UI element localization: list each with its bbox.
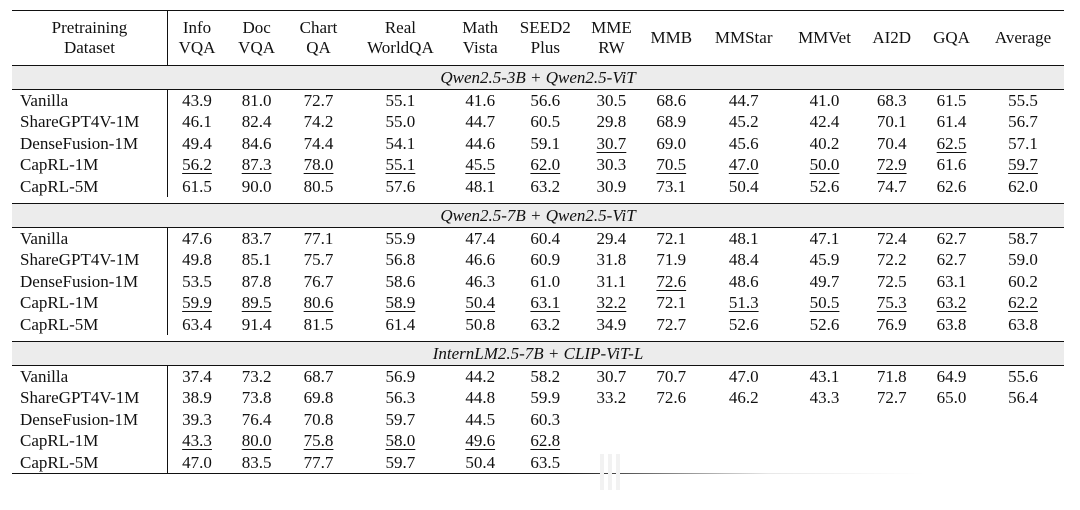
score-cell: 53.5 — [182, 271, 212, 291]
score-cell: 34.9 — [596, 314, 627, 334]
score-cell: 83.5 — [226, 452, 287, 474]
header-text: Average — [994, 28, 1052, 47]
score-cell: 72.9 — [876, 155, 907, 175]
score-cell: 72.6 — [656, 271, 687, 291]
header-ai2d — [862, 11, 921, 66]
score-cell: 49.6 — [465, 431, 496, 451]
score-cell: 47.6 — [167, 228, 226, 250]
header-dataset — [12, 11, 167, 66]
score-cell: 58.6 — [385, 271, 416, 291]
score-cell: 75.3 — [876, 293, 907, 313]
score-cell: 46.1 — [182, 112, 212, 132]
score-cell: 63.1 — [530, 293, 561, 313]
score-cell: 74.7 — [876, 176, 907, 196]
score-cell: 47.0 — [701, 366, 787, 388]
score-cell: 63.2 — [936, 293, 967, 313]
score-cell: 56.6 — [510, 90, 581, 112]
score-cell: 63.4 — [182, 314, 212, 334]
score-cell: 52.6 — [809, 314, 840, 334]
score-cell: 56.7 — [1008, 112, 1038, 132]
score-cell: 58.7 — [982, 228, 1064, 250]
row-dataset-name: CapRL-1M — [12, 292, 167, 313]
score-cell: 59.7 — [385, 409, 416, 429]
score-cell: 30.7 — [581, 366, 642, 388]
score-cell: 50.0 — [809, 155, 840, 175]
header-text: MME — [591, 18, 632, 37]
score-cell: 60.2 — [1008, 271, 1038, 291]
score-cell: 70.8 — [303, 409, 334, 429]
row-dataset-name: DenseFusion-1M — [12, 133, 167, 154]
score-cell: 62.7 — [936, 250, 967, 270]
score-cell: 47.0 — [728, 155, 759, 175]
watermark-logo — [600, 445, 620, 499]
score-cell: 44.2 — [451, 366, 510, 388]
header-realworldqa — [350, 11, 451, 66]
score-cell: 80.5 — [303, 176, 334, 196]
score-cell: 46.3 — [465, 271, 496, 291]
score-cell: 75.8 — [303, 431, 334, 451]
row-dataset-name: Vanilla — [12, 366, 167, 388]
score-cell: 70.1 — [876, 112, 907, 132]
row-dataset-name: Vanilla — [12, 228, 167, 250]
score-cell: 59.9 — [182, 293, 212, 313]
header-mmstar — [701, 11, 787, 66]
score-cell: 70.4 — [876, 133, 907, 153]
score-cell: 63.8 — [1008, 314, 1038, 334]
score-cell: 90.0 — [241, 176, 272, 196]
row-dataset-name: ShareGPT4V-1M — [12, 249, 167, 270]
score-cell: 43.3 — [182, 431, 212, 451]
score-cell: 48.1 — [465, 176, 496, 196]
score-cell: 60.4 — [510, 228, 581, 250]
score-cell: 58.2 — [510, 366, 581, 388]
score-cell: 29.8 — [596, 112, 627, 132]
score-cell: 48.6 — [728, 271, 759, 291]
score-cell: 78.0 — [303, 155, 334, 175]
score-cell: 42.4 — [809, 112, 840, 132]
score-cell: 72.1 — [642, 228, 701, 250]
score-cell: 52.6 — [809, 176, 840, 196]
row-dataset-name: ShareGPT4V-1M — [12, 387, 167, 408]
score-cell: 41.0 — [787, 90, 863, 112]
header-infovqa — [167, 11, 226, 66]
score-cell: 30.7 — [596, 133, 627, 153]
score-cell: 49.8 — [182, 250, 212, 270]
score-cell: 55.1 — [350, 90, 451, 112]
header-average — [982, 11, 1064, 66]
header-chartqa — [287, 11, 350, 66]
score-cell: 45.5 — [465, 155, 496, 175]
table-row — [12, 249, 1064, 270]
table-row — [12, 292, 1064, 313]
row-dataset-name: ShareGPT4V-1M — [12, 111, 167, 132]
score-cell: 38.9 — [182, 388, 212, 408]
score-cell: 63.8 — [936, 314, 967, 334]
header-text: Doc — [242, 18, 271, 37]
score-cell: 89.5 — [241, 293, 272, 313]
header-docvqa — [226, 11, 287, 66]
row-dataset-name: CapRL-5M — [12, 176, 167, 197]
header-text: GQA — [933, 28, 970, 47]
score-cell: 68.6 — [642, 90, 701, 112]
score-cell: 55.5 — [982, 90, 1064, 112]
score-cell: 60.9 — [530, 250, 561, 270]
table-row — [12, 387, 1064, 408]
score-cell: 43.1 — [787, 366, 863, 388]
results-table — [12, 10, 1064, 474]
header-text: MMVet — [798, 28, 851, 47]
header-text: VQA — [178, 38, 216, 57]
score-cell: 81.5 — [303, 314, 334, 334]
score-cell: 44.7 — [701, 90, 787, 112]
header-mmvet — [787, 11, 863, 66]
row-dataset-name: DenseFusion-1M — [12, 271, 167, 292]
score-cell: 45.9 — [809, 250, 840, 270]
header-text: Math — [462, 18, 499, 37]
header-text: MMB — [650, 28, 693, 47]
score-cell: 59.9 — [530, 388, 561, 408]
score-cell: 30.9 — [596, 176, 627, 196]
score-cell: 44.8 — [465, 388, 496, 408]
score-cell: 63.1 — [936, 271, 967, 291]
score-cell: 44.5 — [465, 409, 496, 429]
row-dataset-name: CapRL-1M — [12, 430, 167, 451]
header-text: Real — [384, 18, 416, 37]
score-cell: 68.3 — [862, 90, 921, 112]
score-cell: 56.4 — [1008, 388, 1038, 408]
table-row — [12, 154, 1064, 175]
table-row — [12, 111, 1064, 132]
score-cell: 91.4 — [241, 314, 272, 334]
header-text: AI2D — [872, 28, 912, 47]
score-cell: 50.4 — [451, 452, 510, 474]
score-cell: 59.7 — [1008, 155, 1038, 175]
score-cell: 63.2 — [530, 314, 561, 334]
section-title: Qwen2.5-3B + Qwen2.5-ViT — [12, 66, 1064, 90]
header-dataset-line2: Dataset — [63, 38, 115, 57]
score-cell: 56.8 — [385, 250, 416, 270]
score-cell: 43.9 — [167, 90, 226, 112]
score-cell: 58.9 — [385, 293, 416, 313]
score-cell: 72.6 — [656, 388, 687, 408]
header-seed2plus — [510, 11, 581, 66]
score-cell: 62.2 — [1008, 293, 1038, 313]
score-cell: 55.9 — [350, 228, 451, 250]
score-cell: 61.0 — [530, 271, 561, 291]
table-row — [12, 366, 1064, 388]
score-cell: 72.2 — [876, 250, 907, 270]
score-cell: 70.7 — [642, 366, 701, 388]
score-cell: 54.1 — [385, 133, 416, 153]
row-dataset-name: CapRL-5M — [12, 452, 167, 474]
score-cell: 76.9 — [876, 314, 907, 334]
score-cell: 62.0 — [1008, 176, 1038, 196]
score-cell: 43.3 — [809, 388, 840, 408]
score-cell: 62.6 — [936, 176, 967, 196]
score-cell: 59.1 — [530, 133, 561, 153]
score-cell: 80.0 — [241, 431, 272, 451]
table-row — [12, 133, 1064, 154]
score-cell: 72.4 — [862, 228, 921, 250]
score-cell: 55.1 — [385, 155, 416, 175]
table-row — [12, 228, 1064, 250]
header-row — [12, 11, 1064, 66]
row-dataset-name: DenseFusion-1M — [12, 409, 167, 430]
table-body — [12, 66, 1064, 474]
score-cell: 73.1 — [656, 176, 687, 196]
score-cell: 72.1 — [656, 293, 687, 313]
score-cell: 72.5 — [876, 271, 907, 291]
section-header-row — [12, 66, 1064, 90]
score-cell: 85.1 — [241, 250, 272, 270]
score-cell: 62.0 — [530, 155, 561, 175]
table-row — [12, 90, 1064, 112]
score-cell: 30.5 — [581, 90, 642, 112]
score-cell: 73.2 — [226, 366, 287, 388]
score-cell: 70.5 — [656, 155, 687, 175]
section-title: Qwen2.5-7B + Qwen2.5-ViT — [12, 204, 1064, 228]
score-cell: 50.8 — [465, 314, 496, 334]
score-cell: 76.4 — [241, 409, 272, 429]
score-cell: 57.6 — [385, 176, 416, 196]
score-cell: 46.6 — [465, 250, 496, 270]
score-cell: 63.2 — [530, 176, 561, 196]
score-cell: 48.1 — [701, 228, 787, 250]
score-cell: 50.5 — [809, 293, 840, 313]
score-cell: 81.0 — [226, 90, 287, 112]
score-cell: 44.7 — [465, 112, 496, 132]
watermark-fade — [560, 425, 1080, 510]
score-cell: 62.5 — [936, 133, 967, 153]
score-cell: 56.9 — [350, 366, 451, 388]
score-cell: 32.2 — [596, 293, 627, 313]
score-cell: 56.3 — [385, 388, 416, 408]
score-cell: 82.4 — [241, 112, 272, 132]
score-cell: 49.4 — [182, 133, 212, 153]
header-text: WorldQA — [367, 38, 434, 57]
score-cell: 84.6 — [241, 133, 272, 153]
score-cell: 87.8 — [241, 271, 272, 291]
header-text: RW — [598, 38, 625, 57]
row-dataset-name: CapRL-1M — [12, 154, 167, 175]
score-cell: 46.2 — [728, 388, 759, 408]
score-cell: 48.4 — [728, 250, 759, 270]
score-cell: 77.1 — [287, 228, 350, 250]
header-text: Plus — [530, 38, 560, 57]
score-cell: 56.2 — [182, 155, 212, 175]
header-text: VQA — [238, 38, 276, 57]
score-cell: 65.0 — [936, 388, 967, 408]
score-cell: 61.5 — [921, 90, 982, 112]
score-cell: 44.6 — [465, 133, 496, 153]
score-cell: 47.4 — [451, 228, 510, 250]
header-text: Chart — [299, 18, 338, 37]
section-header-row — [12, 342, 1064, 366]
header-text: SEED2 — [519, 18, 571, 37]
table-row — [12, 271, 1064, 292]
score-cell: 29.4 — [581, 228, 642, 250]
score-cell: 72.7 — [287, 90, 350, 112]
score-cell: 72.7 — [876, 388, 907, 408]
score-cell: 61.4 — [936, 112, 967, 132]
score-cell: 60.5 — [530, 112, 561, 132]
score-cell: 50.4 — [728, 176, 759, 196]
header-mmerw — [581, 11, 642, 66]
score-cell: 45.2 — [728, 112, 759, 132]
score-cell: 61.5 — [182, 176, 212, 196]
score-cell: 58.0 — [385, 431, 416, 451]
table-row — [12, 176, 1064, 197]
score-cell: 51.3 — [728, 293, 759, 313]
score-cell: 63.5 — [510, 452, 581, 474]
score-cell: 57.1 — [1008, 133, 1038, 153]
score-cell: 50.4 — [465, 293, 496, 313]
score-cell: 64.9 — [921, 366, 982, 388]
score-cell: 31.8 — [596, 250, 627, 270]
score-cell: 74.4 — [303, 133, 334, 153]
score-cell: 55.6 — [982, 366, 1064, 388]
score-cell: 33.2 — [596, 388, 627, 408]
score-cell: 31.1 — [596, 271, 627, 291]
section-header-row — [12, 204, 1064, 228]
score-cell: 60.3 — [530, 409, 561, 429]
score-cell: 72.7 — [656, 314, 687, 334]
score-cell: 87.3 — [241, 155, 272, 175]
score-cell: 68.9 — [656, 112, 687, 132]
score-cell: 71.8 — [862, 366, 921, 388]
score-cell: 40.2 — [809, 133, 840, 153]
header-text: MMStar — [714, 28, 773, 47]
row-dataset-name: CapRL-5M — [12, 314, 167, 335]
header-text: Vista — [462, 38, 498, 57]
score-cell: 73.8 — [241, 388, 272, 408]
score-cell: 74.2 — [303, 112, 334, 132]
score-cell: 47.0 — [167, 452, 226, 474]
score-cell: 41.6 — [451, 90, 510, 112]
score-cell: 37.4 — [167, 366, 226, 388]
header-text: Info — [182, 18, 212, 37]
score-cell: 59.0 — [1008, 250, 1038, 270]
score-cell: 45.6 — [728, 133, 759, 153]
score-cell: 71.9 — [656, 250, 687, 270]
header-text: QA — [306, 38, 331, 57]
score-cell: 68.7 — [287, 366, 350, 388]
section-title: InternLM2.5-7B + CLIP-ViT-L — [12, 342, 1064, 366]
header-mmb — [642, 11, 701, 66]
score-cell: 80.6 — [303, 293, 334, 313]
score-cell: 59.7 — [350, 452, 451, 474]
row-dataset-name: Vanilla — [12, 90, 167, 112]
score-cell: 69.0 — [656, 133, 687, 153]
score-cell: 61.4 — [385, 314, 416, 334]
score-cell: 69.8 — [303, 388, 334, 408]
header-dataset-line1: Pretraining — [51, 18, 128, 37]
header-mathvista — [451, 11, 510, 66]
score-cell: 62.7 — [921, 228, 982, 250]
score-cell: 61.6 — [936, 155, 967, 175]
score-cell: 62.8 — [530, 431, 561, 451]
score-cell: 55.0 — [385, 112, 416, 132]
score-cell: 77.7 — [287, 452, 350, 474]
score-cell: 49.7 — [809, 271, 840, 291]
score-cell: 52.6 — [728, 314, 759, 334]
score-cell: 76.7 — [303, 271, 334, 291]
header-gqa — [921, 11, 982, 66]
score-cell: 30.3 — [596, 155, 627, 175]
score-cell: 39.3 — [182, 409, 212, 429]
score-cell: 83.7 — [226, 228, 287, 250]
score-cell: 47.1 — [787, 228, 863, 250]
score-cell: 75.7 — [303, 250, 334, 270]
table-row — [12, 314, 1064, 335]
